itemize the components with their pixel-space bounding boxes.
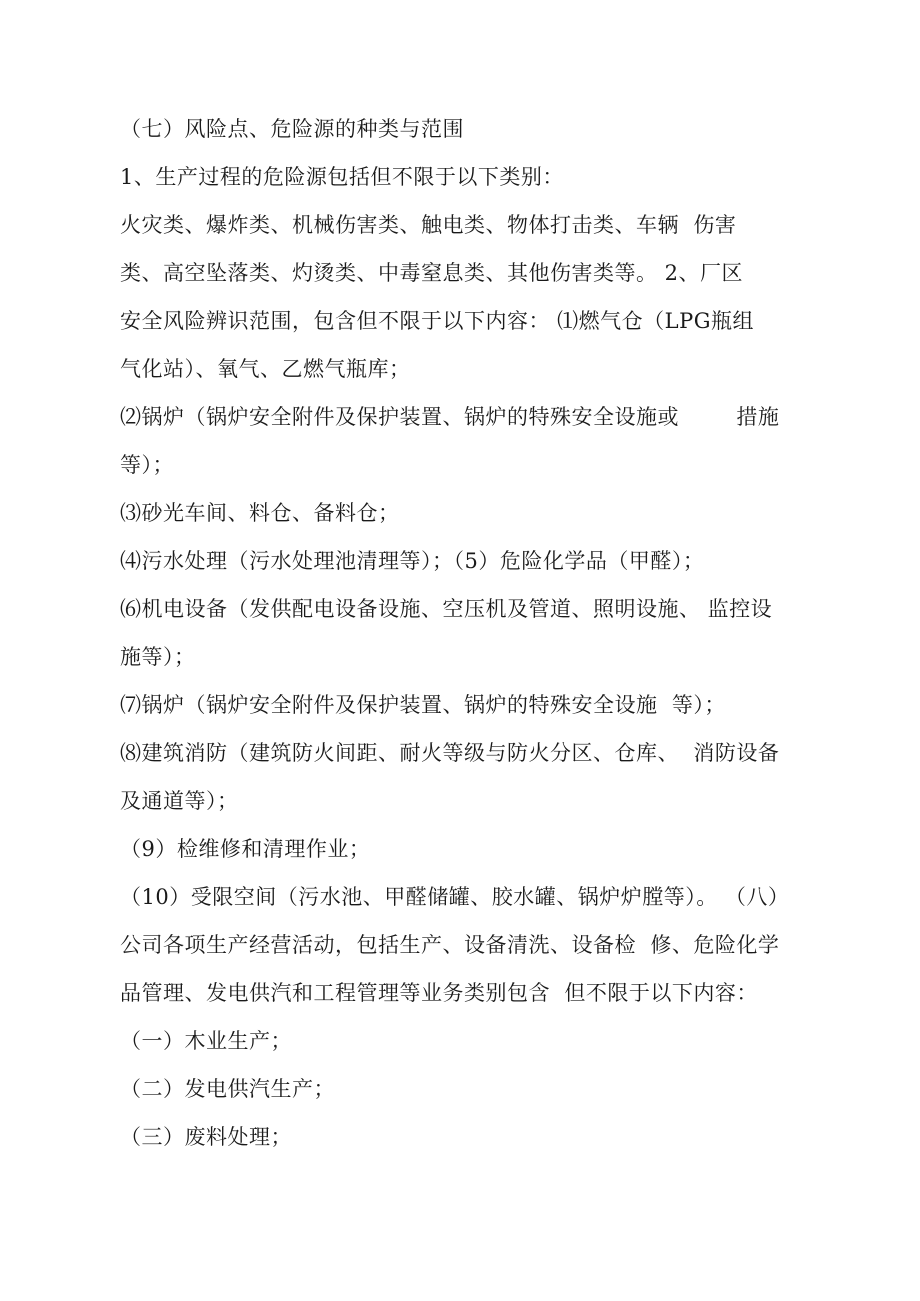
text-line: （一）木业生产； bbox=[120, 1029, 292, 1053]
text-line: ⑶砂光车间、料仓、备料仓； bbox=[120, 501, 400, 525]
text-line: 气化站）、氧气、乙燃气瓶库； bbox=[120, 357, 411, 381]
text-line: 火灾类、爆炸类、机械伤害类、触电类、物体打击类、车辆 伤害 bbox=[120, 213, 737, 237]
text-line: （二）发电供汽生产； bbox=[120, 1077, 335, 1101]
text-line: （三）废料处理； bbox=[120, 1125, 292, 1149]
text-line: 1、生产过程的危险源包括但不限于以下类别： bbox=[120, 165, 564, 189]
text-line: ⑷污水处理（污水处理池清理等）；（5）危险化学品（甲醛）； bbox=[120, 549, 705, 573]
text-line: 及通道等）； bbox=[120, 789, 239, 813]
text-line: ⑹机电设备（发供配电设备设施、空压机及管道、照明设施、 监控设 bbox=[120, 597, 773, 621]
section-heading-7: （七）风险点、危险源的种类与范围 bbox=[120, 117, 464, 141]
text-line: ⑺锅炉（锅炉安全附件及保护装置、锅炉的特殊安全设施 等）； bbox=[120, 693, 726, 717]
text-line: （10）受限空间（污水池、甲醛储罐、胶水罐、锅炉炉膛等）。 （八） bbox=[120, 885, 790, 909]
text-line: ⑻建筑消防（建筑防火间距、耐火等级与防火分区、仓库、 消防设备 bbox=[120, 741, 780, 765]
text-line: 等）； bbox=[120, 453, 174, 477]
text-line: （9）检维修和清理作业； bbox=[120, 837, 371, 861]
text-line: 安全风险辨识范围，包含但不限于以下内容： ⑴燃气仓（LPG瓶组 bbox=[120, 309, 755, 333]
text-line: 品管理、发电供汽和工程管理等业务类别包含 但不限于以下内容： bbox=[120, 981, 758, 1005]
text-line: 类、高空坠落类、灼烫类、中毒窒息类、其他伤害类等。 2、厂区 bbox=[120, 261, 744, 285]
text-line: 施等）； bbox=[120, 645, 196, 669]
text-line: 公司各项生产经营活动，包括生产、设备清洗、设备检 修、危险化学 bbox=[120, 933, 780, 957]
text-line: ⑵锅炉（锅炉安全附件及保护装置、锅炉的特殊安全设施或 措施 bbox=[120, 405, 780, 429]
